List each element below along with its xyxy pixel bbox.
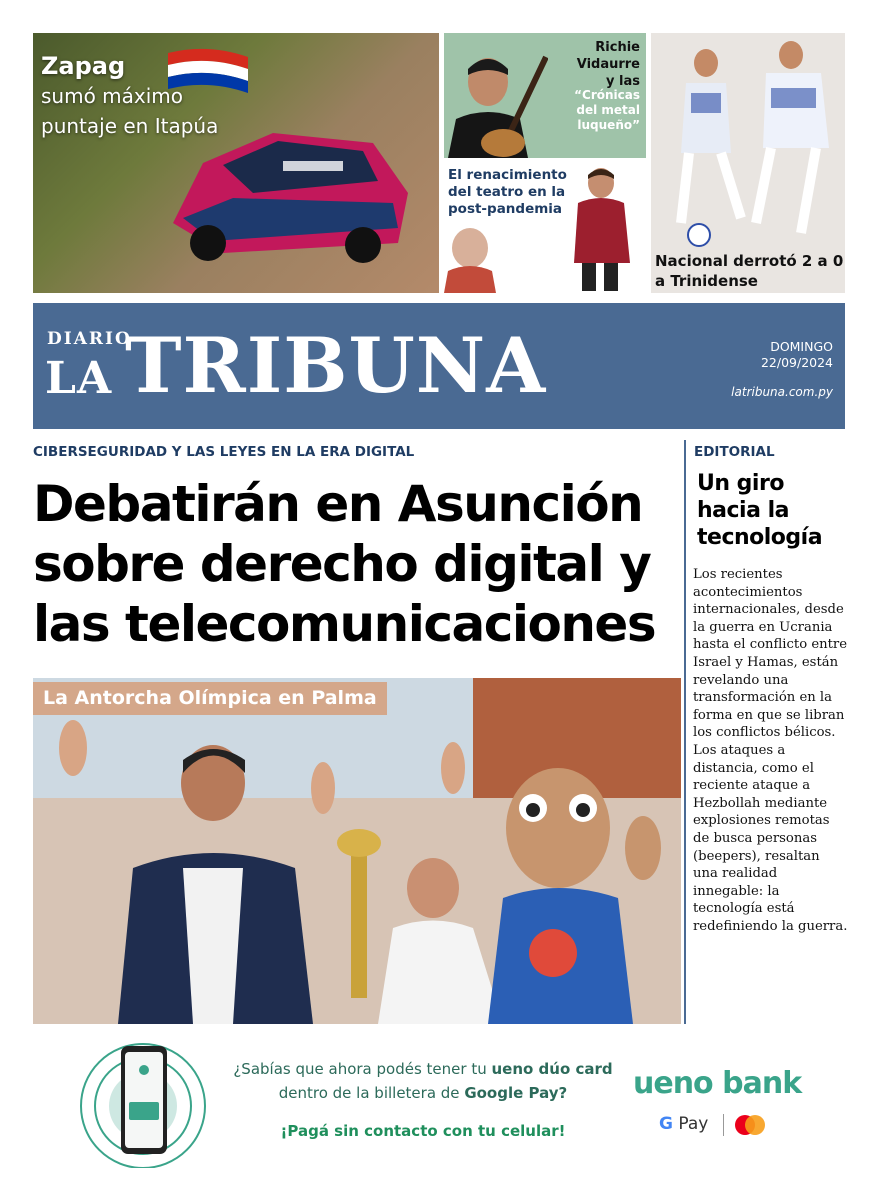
photo-caption: La Antorcha Olímpica en Palma	[33, 682, 387, 715]
teaser-richie-subtitle: “Crónicas del metal luqueño”	[574, 88, 640, 132]
editorial-title[interactable]: Un giro hacia la tecnología	[697, 471, 823, 550]
ad-line-1-bold: ueno dúo card	[491, 1060, 613, 1078]
advertisement-banner[interactable]	[33, 1030, 845, 1170]
football-players-image	[651, 33, 845, 248]
ad-logo-separator	[723, 1114, 724, 1136]
teaser-futbol[interactable]	[651, 33, 845, 293]
guitarist-image	[448, 47, 548, 158]
ad-line-2	[233, 1084, 613, 1102]
teaser-richie[interactable]	[444, 33, 646, 158]
ad-line-1-text: ¿Sabías que ahora podés tener tu	[233, 1060, 492, 1078]
mastercard-icon	[733, 1114, 767, 1136]
google-pay-text: Pay	[678, 1114, 709, 1134]
masthead-date: 22/09/2024	[760, 355, 833, 370]
torch-relay-photo	[33, 678, 681, 1024]
teaser-teatro-title: El renacimiento del teatro en la post-pandemia	[448, 167, 567, 217]
editorial-label: EDITORIAL	[694, 444, 775, 460]
teaser-rally-text	[41, 51, 231, 141]
teaser-rally[interactable]	[33, 33, 439, 293]
teaser-futbol-title: Nacional derrotó 2 a 0 a Trinidense	[655, 252, 844, 290]
masthead-url[interactable]: latribuna.com.py	[731, 385, 833, 399]
main-headline[interactable]: Debatirán en Asunción sobre derecho digital y las telecomunicaciones	[33, 475, 656, 653]
phone-payment-icon	[63, 1036, 223, 1168]
masthead-la: LA	[45, 353, 113, 404]
google-pay-logo	[659, 1114, 708, 1134]
column-divider	[684, 440, 686, 1024]
ad-line-1	[233, 1060, 613, 1078]
editorial-body: Los recientes acontecimientos internacionales, desde la guerra en Ucrania hasta el conflicto entre Israel y Hamas, están revelando una transformación en la forma en que se libran los conflictos bélicos. Los ataques a distancia, como el reciente ataque a Hezbollah mediante explosiones remotas de busca personas (beepers), resaltan una realidad innegable: la tecnología está redefiniendo la guerra.	[693, 567, 848, 934]
masthead	[33, 303, 845, 429]
masthead-day: DOMINGO	[770, 339, 833, 354]
ad-line-2-bold: Google Pay?	[464, 1084, 568, 1102]
teaser-teatro[interactable]	[444, 163, 646, 293]
teaser-rally-desc: sumó máximo puntaje en Itapúa	[41, 84, 219, 138]
main-kicker: CIBERSEGURIDAD Y LAS LEYES EN LA ERA DIGITAL	[33, 444, 415, 460]
teaser-rally-title: Zapag	[41, 52, 126, 80]
masthead-tribuna: TRIBUNA	[125, 321, 547, 410]
ueno-bank-logo: ueno bank	[633, 1066, 802, 1101]
google-g-icon: G	[659, 1114, 673, 1134]
ad-cta[interactable]: ¡Pagá sin contacto con tu celular!	[280, 1122, 566, 1140]
main-photo[interactable]	[33, 678, 681, 1024]
masthead-diario: DIARIO	[47, 329, 132, 349]
teaser-richie-title: Richie Vidaurre y las	[576, 40, 640, 89]
ad-line-2-text: dentro de la billetera de	[278, 1084, 465, 1102]
